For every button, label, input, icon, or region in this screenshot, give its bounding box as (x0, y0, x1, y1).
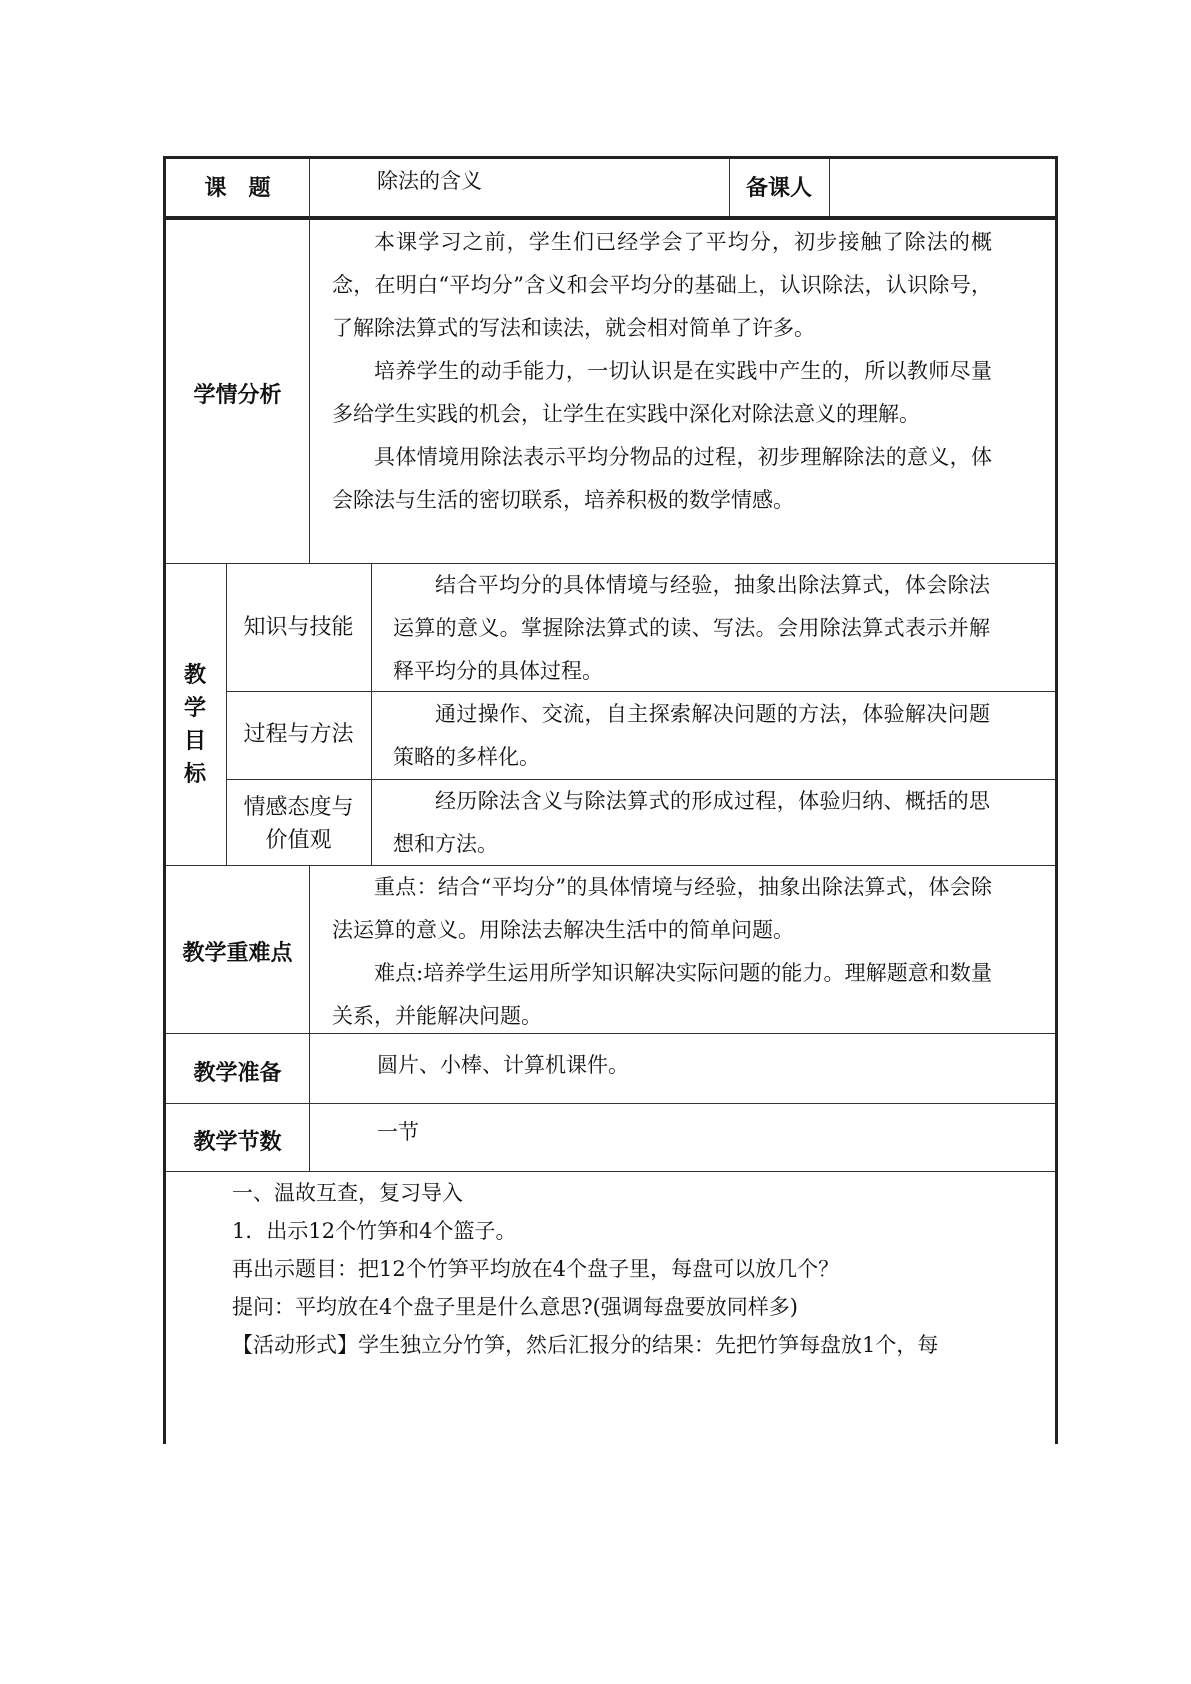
goal-text-process: 通过操作、交流，自主探索解决问题的方法，体验解决问题策略的多样化。 (393, 702, 990, 769)
row-divider (166, 216, 1055, 220)
column-divider (309, 865, 310, 1171)
analysis-label: 学情分析 (193, 382, 282, 408)
preparer-label: 备课人 (745, 175, 812, 201)
goal-text-knowledge: 结合平均分的具体情境与经验，抽象出除法算式，体会除法运算的意义。掌握除法算式的读、写法。会用除法算式表示并解释平均分的具体过程。 (393, 573, 990, 683)
preparation-label: 教学准备 (193, 1060, 282, 1086)
goals-label-char: 目 (183, 728, 206, 754)
key-point-paragraph: 重点：结合“平均分”的具体情境与经验，抽象出除法算式，体会除法运算的意义。用除法去解决生活中的简单问题。 (332, 875, 992, 942)
key-point-paragraph: 难点:培养学生运用所学知识解决实际问题的能力。理解题意和数量关系，并能解决问题。 (332, 961, 992, 1028)
key-points-content (332, 866, 992, 1038)
column-divider (371, 563, 372, 865)
analysis-paragraph: 培养学生的动手能力，一切认识是在实践中产生的，所以教师尽量多给学生实践的机会，让学生在实践中深化对除法意义的理解。 (332, 359, 992, 426)
analysis-paragraph: 本课学习之前，学生们已经学会了平均分，初步接触了除法的概念，在明白“平均分”含义和会平均分的基础上，认识除法，认识除号，了解除法算式的写法和读法，就会相对简单了许多。 (332, 230, 992, 340)
teaching-process (232, 1174, 992, 1364)
process-line: 1．出示12个竹笋和4个篮子。 (232, 1219, 517, 1243)
row-divider (166, 1171, 1055, 1172)
column-divider (829, 159, 830, 216)
goal-label-knowledge: 知识与技能 (243, 615, 354, 640)
goals-label-char: 学 (183, 695, 206, 721)
periods-label: 教学节数 (193, 1129, 282, 1155)
goal-label-attitude: 情感态度与 价值观 (243, 795, 354, 853)
goals-label (180, 659, 212, 791)
analysis-paragraph: 具体情境用除法表示平均分物品的过程，初步理解除法的意义，体会除法与生活的密切联系，培养积极的数学情感。 (332, 445, 992, 512)
periods-value: 一节 (377, 1120, 419, 1144)
lesson-plan-table (163, 156, 1058, 1444)
goal-text-attitude: 经历除法含义与除法算式的形成过程，体验归纳、概括的思想和方法。 (393, 789, 990, 856)
goals-label-char: 教 (183, 662, 206, 688)
goal-label-process: 过程与方法 (243, 722, 354, 747)
process-line: 提问：平均放在4个盘子里是什么意思?(强调每盘要放同样多) (232, 1295, 799, 1319)
row-divider (166, 1103, 1055, 1104)
topic-value: 除法的含义 (377, 169, 482, 193)
topic-label: 课 题 (204, 175, 271, 201)
analysis-content (332, 221, 992, 522)
key-points-label: 教学重难点 (182, 940, 293, 966)
column-divider (309, 159, 310, 563)
goals-label-char: 标 (183, 761, 206, 787)
preparation-value: 圆片、小棒、计算机课件。 (377, 1053, 629, 1077)
process-line: 再出示题目：把12个竹笋平均放在4个盘子里，每盘可以放几个？ (232, 1257, 840, 1281)
process-line: 【活动形式】学生独立分竹笋，然后汇报分的结果：先把竹笋每盘放1个，每 (232, 1333, 939, 1357)
process-line: 一、温故互查，复习导入 (232, 1181, 463, 1205)
